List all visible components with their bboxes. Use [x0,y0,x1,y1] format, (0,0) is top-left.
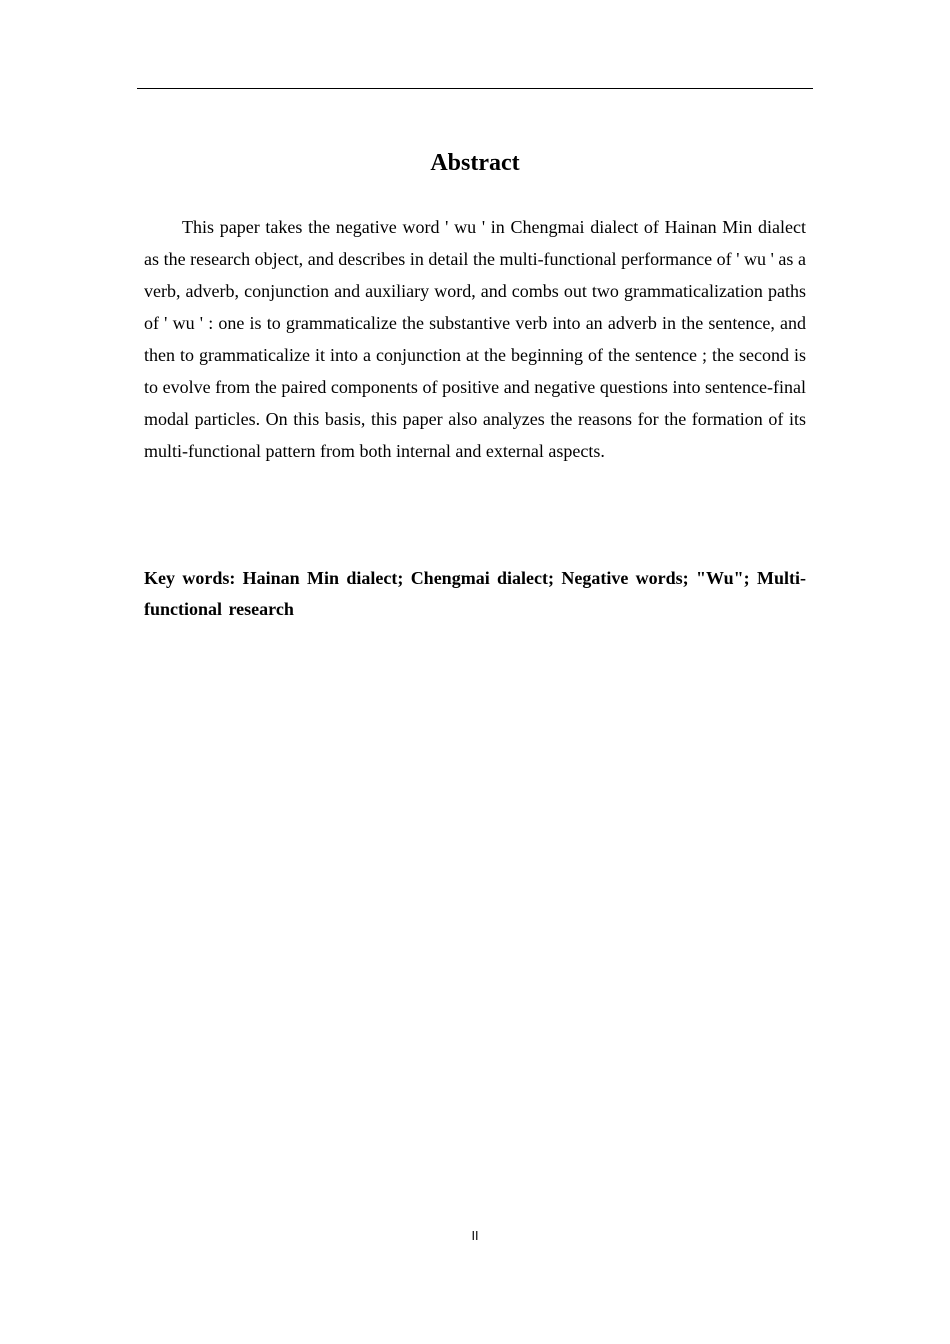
keywords-text: Hainan Min dialect; Chengmai dialect; Negative words; "Wu"; Multi-functional research [144,568,806,619]
keywords-paragraph [144,563,806,625]
abstract-body: This paper takes the negative word ' wu ' in Chengmai dialect of Hainan Min dialect as the research object, and describes in detail the multi-functional performance of ' wu ' as a verb, adverb, conjunction and auxiliary word, and combs out two grammaticalization paths of ' wu ' : one is to grammaticalize the substantive verb into an adverb in the sentence, and then to grammaticalize it into a conjunction at the beginning of the sentence ; the second is to evolve from the paired components of positive and negative questions into sentence-final modal particles. On this basis, this paper also analyzes the reasons for the formation of its multi-functional pattern from both internal and external aspects. [144,217,806,461]
page-number: II [471,1229,479,1243]
abstract-title: Abstract [430,150,520,176]
header-rule [137,88,813,89]
keywords-label: Key words: [144,568,236,588]
